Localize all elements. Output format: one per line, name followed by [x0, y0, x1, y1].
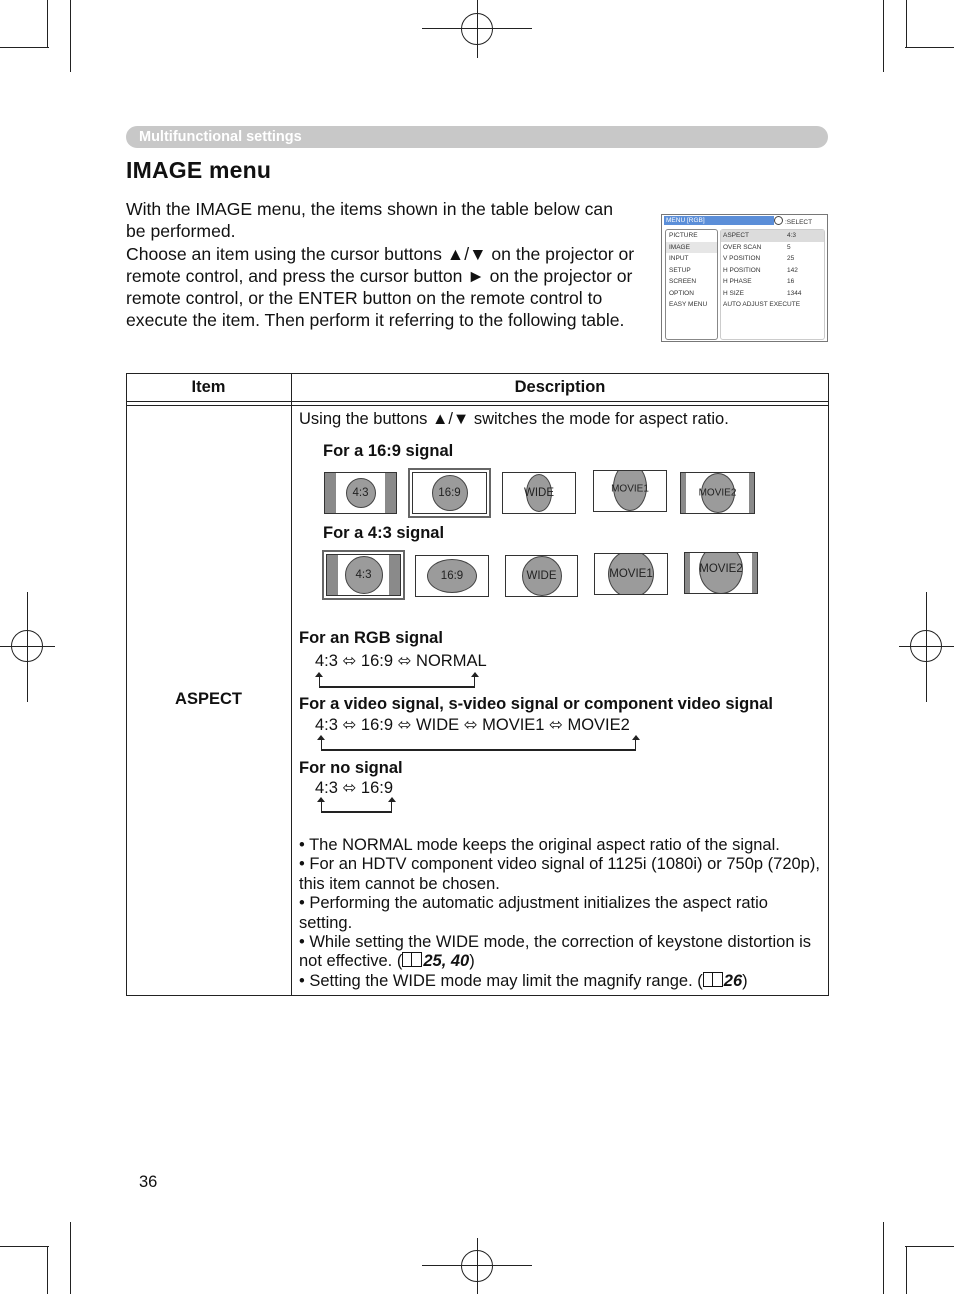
cycle-arrow — [321, 739, 636, 751]
menu-category-item-selected: IMAGE — [666, 242, 717, 254]
aspect-thumb-4-3: 4:3 — [326, 554, 401, 596]
page-reference[interactable]: 26 — [723, 971, 743, 990]
menu-category-item: INPUT — [669, 255, 689, 262]
crop-mark — [883, 1222, 884, 1294]
menu-category-item: OPTION — [669, 289, 694, 297]
aspect-lead-text: Using the buttons ▲/▼ switches the mode for aspect ratio. — [299, 410, 729, 428]
registration-circle — [910, 630, 942, 662]
aspect-thumb-movie1: MOVIE1 — [593, 470, 667, 512]
note: • The NORMAL mode keeps the original aspect ratio of the signal. — [299, 836, 780, 854]
section-label: Multifunctional settings — [139, 129, 302, 145]
rgb-signal-heading: For an RGB signal — [299, 629, 443, 647]
aspect-thumb-movie2: MOVIE2 — [680, 472, 755, 514]
menu-setting-row: OVER SCAN 5 — [723, 243, 791, 251]
crop-mark — [70, 1222, 71, 1294]
rgb-sequence: 4:3 ⬄ 16:9 ⬄ NORMAL — [315, 652, 487, 670]
table-divider — [126, 401, 829, 402]
menu-setting-row: AUTO ADJUST EXECUTE — [723, 301, 801, 308]
page-reference[interactable]: 25, 40 — [423, 952, 470, 971]
menu-setting-row: ASPECT 4:3 — [721, 230, 824, 242]
table-divider — [291, 373, 292, 996]
crop-mark — [906, 0, 907, 47]
menu-category-item: PICTURE — [669, 232, 698, 239]
intro-text — [126, 198, 636, 332]
menu-category-list — [665, 229, 718, 340]
video-signal-heading: For a video signal, s-video signal or component video signal — [299, 695, 774, 713]
menu-setting-row: V POSITION 25 — [723, 255, 795, 262]
note: • Performing the automatic adjustment initializes the aspect ratio setting. — [299, 894, 768, 932]
menu-select-hint: :SELECT — [774, 216, 812, 227]
no-signal-sequence: 4:3 ⬄ 16:9 — [315, 779, 394, 797]
menu-setting-row: H POSITION 142 — [723, 266, 798, 274]
crop-mark — [0, 47, 49, 48]
book-icon — [402, 952, 422, 967]
menu-settings-list — [720, 229, 825, 340]
section-banner — [126, 126, 828, 148]
aspect-thumb-16-9: 16:9 — [412, 472, 487, 514]
menu-setting-row: H SIZE 1344 — [723, 289, 802, 297]
note: • For an HDTV component video signal of 1125i (1080i) or 750p (720p), this item cannot be chosen. — [299, 855, 820, 893]
registration-circle — [461, 1250, 493, 1282]
page-number: 36 — [139, 1173, 158, 1191]
aspect-thumb-wide: WIDE — [502, 472, 576, 514]
signal-169-heading: For a 16:9 signal — [323, 442, 454, 460]
no-signal-heading: For no signal — [299, 759, 403, 777]
menu-category-item: SCREEN — [669, 278, 697, 285]
menu-header: MENU [RGB] — [664, 216, 774, 225]
menu-category-item: SETUP — [669, 266, 691, 274]
table-divider — [126, 405, 829, 406]
menu-setting-row: H PHASE 16 — [723, 278, 795, 285]
crop-mark — [905, 1246, 954, 1247]
aspect-thumb-movie2: MOVIE2 — [684, 552, 758, 594]
dial-icon — [774, 216, 783, 225]
table-header-item: Item — [191, 378, 226, 396]
crop-mark — [70, 0, 71, 72]
signal-43-heading: For a 4:3 signal — [323, 524, 445, 542]
aspect-notes — [299, 836, 824, 991]
cycle-arrow — [321, 801, 392, 813]
book-icon — [703, 972, 723, 987]
crop-mark — [906, 1246, 907, 1294]
crop-mark — [905, 47, 954, 48]
table-item-aspect: ASPECT — [175, 690, 242, 708]
video-sequence: 4:3 ⬄ 16:9 ⬄ WIDE ⬄ MOVIE1 ⬄ MOVIE2 — [315, 716, 630, 734]
aspect-thumb-wide: WIDE — [505, 555, 578, 597]
page-title: IMAGE menu — [126, 157, 272, 183]
aspect-thumb-movie1: MOVIE1 — [594, 553, 668, 595]
registration-circle — [461, 13, 493, 45]
crop-mark — [883, 0, 884, 72]
note: • While setting the WIDE mode, the correction of keystone distortion is not effective. ( 25, 40) — [299, 933, 811, 971]
menu-screenshot — [661, 214, 828, 342]
aspect-thumb-4-3: 4:3 — [324, 472, 397, 514]
crop-mark — [0, 1246, 49, 1247]
intro-paragraph: With the IMAGE menu, the items shown in the table below can be performed. — [126, 199, 613, 242]
aspect-thumb-16-9: 16:9 — [415, 555, 489, 597]
crop-mark — [47, 1246, 48, 1294]
note: • Setting the WIDE mode may limit the magnify range. ( 26) — [299, 971, 748, 990]
registration-circle — [11, 630, 43, 662]
crop-mark — [47, 0, 48, 47]
table-header-description: Description — [514, 378, 606, 396]
menu-category-item: EASY MENU — [669, 301, 708, 308]
intro-paragraph: Choose an item using the cursor buttons ▲/▼ on the projector or remote control, and press the cursor button ► on the projector or remote control, or the ENTER button on the remote control to execute the item. Then perform it referring to the following table. — [126, 243, 635, 331]
cycle-arrow — [319, 676, 475, 688]
